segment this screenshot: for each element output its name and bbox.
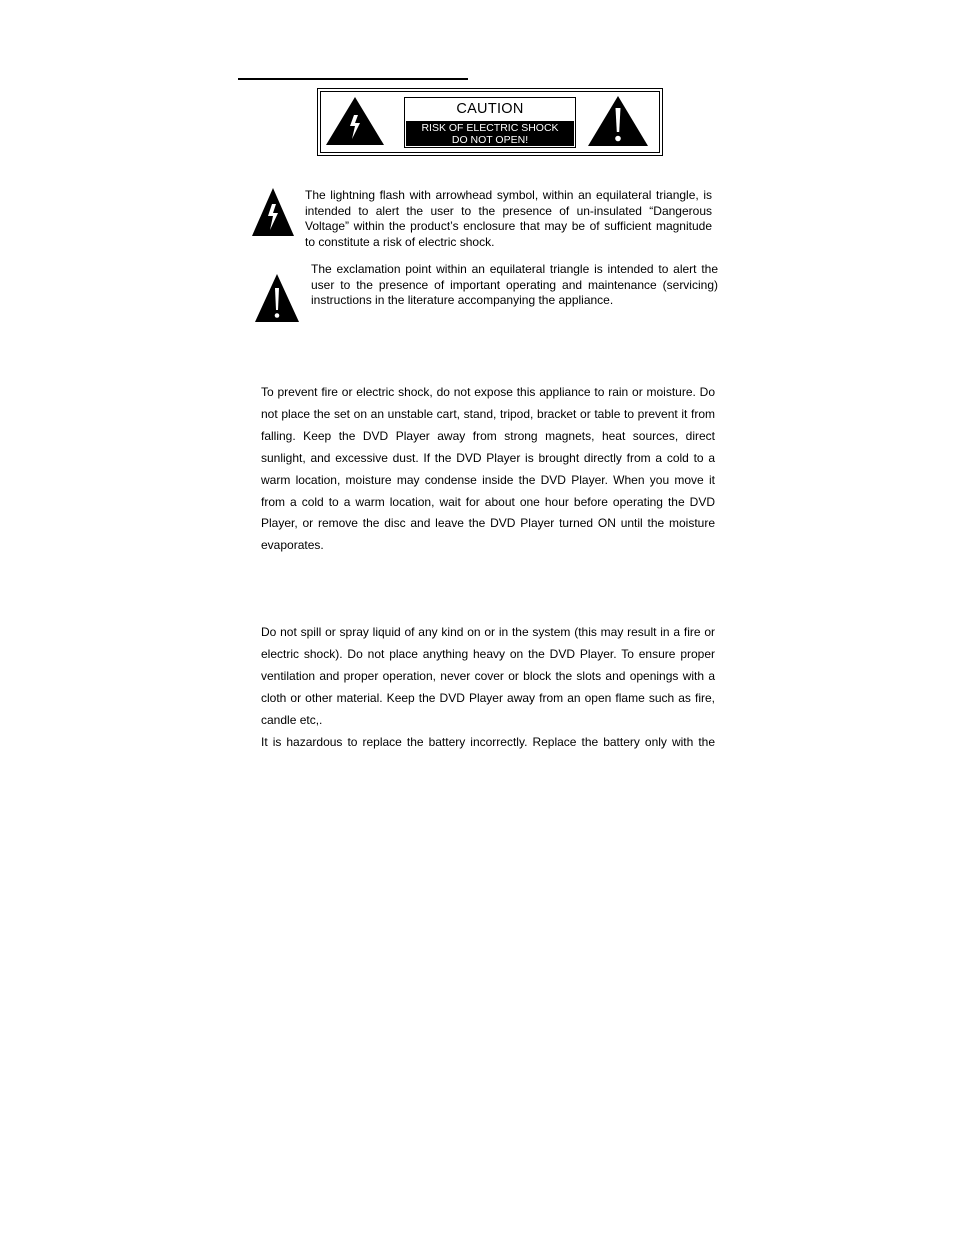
caution-box (404, 97, 576, 148)
lightning-symbol-description: The lightning flash with arrowhead symbol, within an equilateral triangle, is intended to alert the user to the presence of un-insulated “Dangerous Voltage” within the product’s enclosure that may be of sufficient magnitude to constitute a risk of electric shock. (305, 188, 712, 250)
exclamation-symbol-description: The exclamation point within an equilateral triangle is intended to alert the user to the presence of important operating and maintenance (servicing) instructions in the literature accompanying the appliance. (311, 262, 718, 308)
moisture-warning-paragraph: To prevent fire or electric shock, do not expose this appliance to rain or moisture. Do not place the set on an unstable cart, stand, tripod, bracket or table to prevent it from falling. Keep the DVD Player away from strong magnets, heat sources, direct sunlight, and excessive dust. If the DVD Player is brought directly from a cold to a warm location, moisture may condense inside the DVD Player. When you move it from a cold to a warm location, wait for about one hour before operating the DVD Player, or remove the disc and leave the DVD Player turned ON until the moisture evaporates. (261, 385, 715, 553)
liquid-warning-paragraph: Do not spill or spray liquid of any kind on or in the system (this may result in a fire or electric shock). Do not place anything heavy on the DVD Player. To ensure proper ventilation and proper operation, never cover or block the slots and openings with a cloth or other material. Keep the DVD Player away from an open flame such as fire, candle etc,. (261, 625, 715, 727)
lightning-symbol-icon (250, 186, 296, 238)
battery-warning-paragraph: It is hazardous to replace the battery incorrectly. Replace the battery only with the (261, 735, 715, 749)
caution-line-1: RISK OF ELECTRIC SHOCK (421, 122, 559, 134)
exclamation-warning-icon (586, 94, 650, 148)
caution-line-2: DO NOT OPEN! (451, 134, 529, 146)
caution-label (317, 88, 663, 156)
header-rule (238, 78, 468, 80)
lightning-warning-icon (324, 95, 386, 147)
caution-subtitle (406, 121, 574, 146)
exclamation-symbol-icon (253, 272, 301, 324)
caution-title: CAUTION (405, 98, 575, 120)
